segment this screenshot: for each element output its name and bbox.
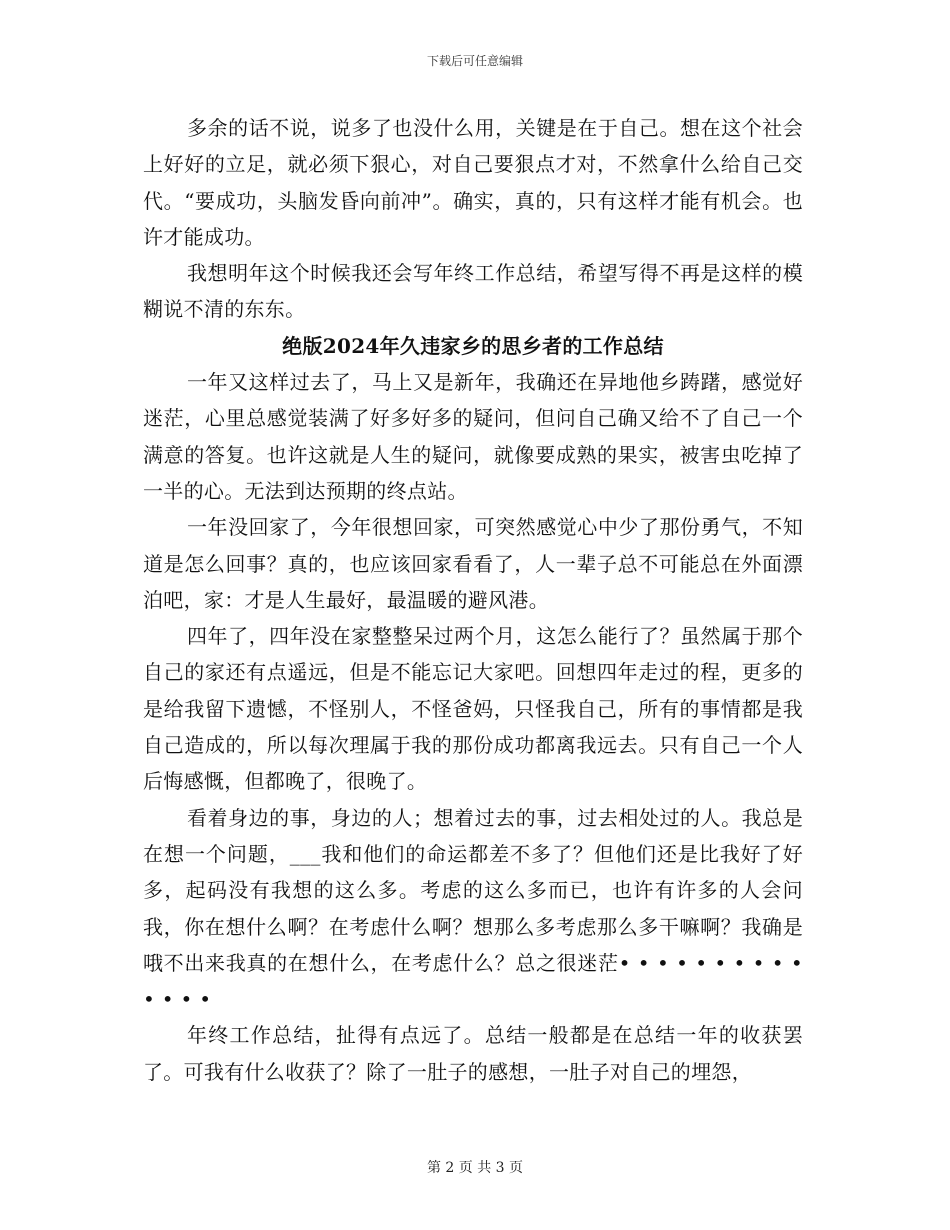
paragraph: 一年又这样过去了，马上又是新年，我确还在异地他乡踌躇，感觉好迷茫，心里总感觉装满了好多好多的疑问，但问自己确又给不了自己一个满意的答复。也许这就是人生的疑问，就像要成熟的果实，被害虫吃掉了一半的心。无法到达预期的终点站。	[143, 370, 803, 503]
paragraph: 年终工作总结，扯得有点远了。总结一般都是在总结一年的收获罢了。可我有什么收获了？除了一肚子的感想，一肚子对自己的埋怨，	[143, 1023, 803, 1084]
paragraph: 四年了，四年没在家整整呆过两个月，这怎么能行了？虽然属于那个自己的家还有点遥远，但是不能忘记大家吧。回想四年走过的程，更多的是给我留下遗憾，不怪别人，不怪爸妈，只怪我自己，所有的事情都是我自己造成的，所以每次理属于我的那份成功都离我远去。只有自己一个人后悔感慨，但都晚了，很晚了。	[143, 624, 803, 794]
page-header: 下载后可任意编辑	[426, 54, 523, 68]
paragraph: 我想明年这个时候我还会写年终工作总结，希望写得不再是这样的模糊说不清的东东。	[143, 261, 803, 322]
document-body	[143, 110, 803, 1090]
paragraph: 一年没回家了，今年很想回家，可突然感觉心中少了那份勇气，不知道是怎么回事？真的，也应该回家看看了，人一辈子总不可能总在外面漂泊吧，家：才是人生最好，最温暖的避风港。	[143, 515, 803, 612]
document-title: 绝版2024年久违家乡的思乡者的工作总结	[282, 333, 664, 358]
paragraph: 多余的话不说，说多了也没什么用，关键是在于自己。想在这个社会上好好的立足，就必须下狠心，对自己要狠点才对，不然拿什么给自己交代。“要成功，头脑发昏向前冲”。确实，真的，只有这样才能有机会。也许才能成功。	[143, 116, 803, 249]
page-footer: 第 2 页 共 3 页	[426, 1160, 524, 1176]
paragraph: 看着身边的事，身边的人；想着过去的事，过去相处过的人。我总是在想一个问题，___我和他们的命运都差不多了？但他们还是比我好了好多，起码没有我想的这么多。考虑的这么多而已，也许有许多的人会问我，你在想什么啊？在考虑什么啊？想那么多考虑那么多干嘛啊？我确是哦不出来我真的在想什么，在考虑什么？总之很迷茫• • • • • • • • • • • • • •	[143, 805, 803, 1012]
